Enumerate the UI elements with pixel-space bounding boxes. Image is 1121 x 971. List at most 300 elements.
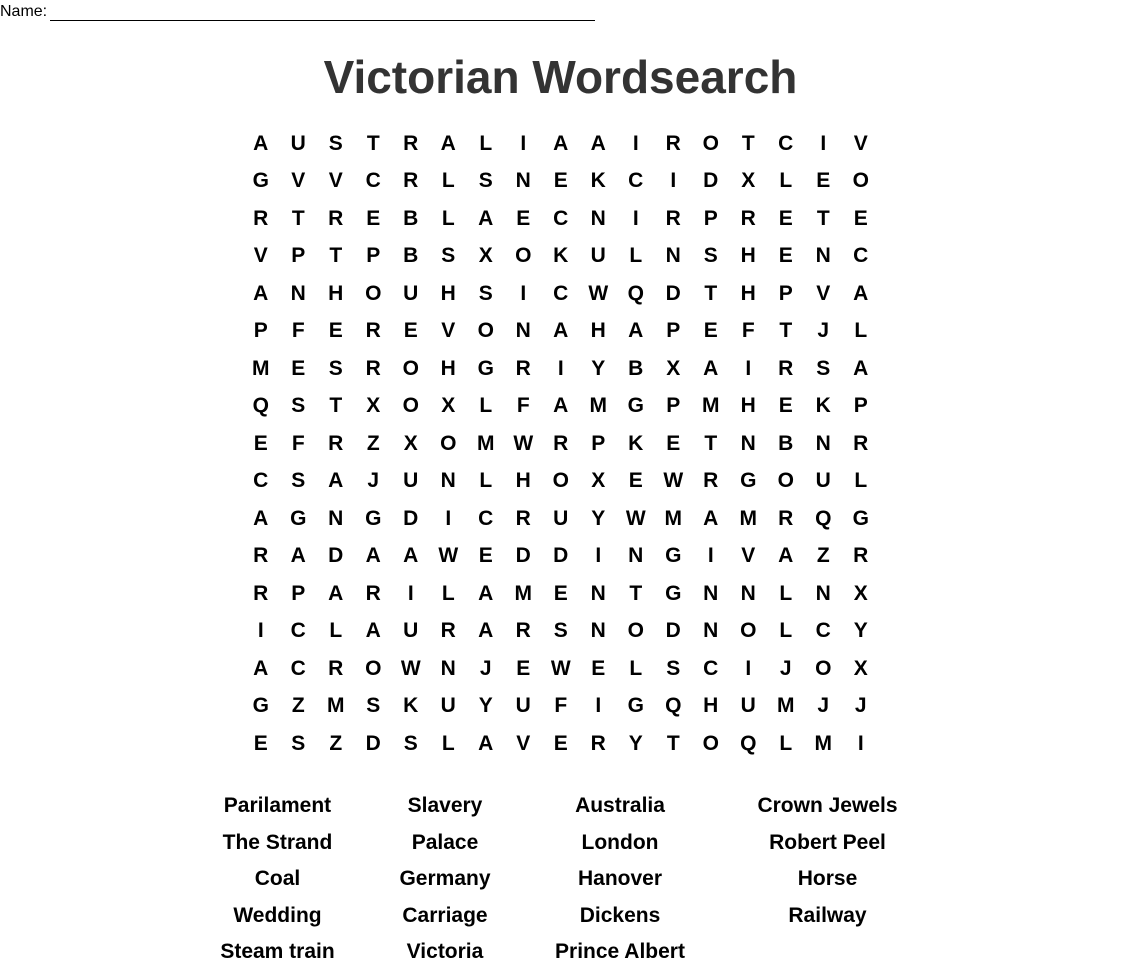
- grid-cell[interactable]: B: [403, 206, 419, 230]
- grid-cell[interactable]: C: [553, 206, 569, 230]
- grid-cell[interactable]: T: [629, 581, 643, 605]
- grid-cell[interactable]: S: [816, 356, 831, 380]
- grid-cell[interactable]: E: [666, 431, 681, 455]
- grid-cell[interactable]: U: [403, 619, 419, 643]
- grid-cell[interactable]: R: [853, 431, 869, 455]
- grid-cell[interactable]: Y: [478, 694, 493, 718]
- grid-cell[interactable]: P: [291, 581, 306, 605]
- grid-cell[interactable]: F: [741, 319, 755, 343]
- grid-cell[interactable]: A: [703, 506, 719, 530]
- grid-cell[interactable]: N: [590, 619, 606, 643]
- grid-cell[interactable]: W: [400, 656, 421, 680]
- grid-cell[interactable]: R: [253, 544, 269, 568]
- grid-cell[interactable]: G: [252, 169, 269, 193]
- grid-cell[interactable]: K: [815, 394, 831, 418]
- grid-cell[interactable]: T: [329, 394, 343, 418]
- grid-cell[interactable]: M: [514, 581, 532, 605]
- grid-cell[interactable]: V: [516, 731, 531, 755]
- word-list-item: Steam train: [220, 940, 335, 964]
- grid-cell[interactable]: D: [328, 544, 344, 568]
- grid-cell[interactable]: E: [516, 206, 531, 230]
- grid-cell[interactable]: I: [520, 281, 527, 305]
- grid-cell[interactable]: I: [745, 356, 752, 380]
- grid-cell[interactable]: Z: [329, 731, 343, 755]
- grid-cell[interactable]: T: [779, 319, 793, 343]
- grid-cell[interactable]: O: [815, 656, 832, 680]
- grid-cell[interactable]: S: [403, 731, 418, 755]
- grid-cell[interactable]: O: [365, 656, 382, 680]
- grid-cell[interactable]: C: [815, 619, 831, 643]
- grid-cell[interactable]: U: [440, 694, 456, 718]
- grid-cell[interactable]: S: [291, 469, 306, 493]
- grid-cell[interactable]: R: [590, 731, 606, 755]
- grid-cell[interactable]: V: [328, 169, 343, 193]
- grid-cell[interactable]: L: [854, 319, 868, 343]
- grid-cell[interactable]: P: [853, 394, 868, 418]
- grid-cell[interactable]: F: [291, 431, 305, 455]
- grid-cell[interactable]: Y: [591, 506, 606, 530]
- grid-cell[interactable]: L: [779, 731, 793, 755]
- grid-cell[interactable]: X: [478, 244, 493, 268]
- grid-cell[interactable]: E: [778, 244, 793, 268]
- grid-cell[interactable]: E: [816, 169, 831, 193]
- grid-cell[interactable]: A: [403, 544, 419, 568]
- grid-cell[interactable]: T: [704, 431, 718, 455]
- grid-cell[interactable]: U: [515, 694, 531, 718]
- grid-cell[interactable]: U: [290, 131, 306, 155]
- word-list-item: Wedding: [233, 903, 322, 927]
- grid-cell[interactable]: R: [740, 206, 756, 230]
- grid-cell[interactable]: S: [328, 131, 343, 155]
- grid-cell[interactable]: A: [478, 581, 494, 605]
- grid-cell[interactable]: C: [290, 656, 306, 680]
- grid-cell[interactable]: H: [590, 319, 606, 343]
- grid-cell[interactable]: D: [665, 281, 681, 305]
- grid-cell[interactable]: D: [703, 169, 719, 193]
- grid-cell[interactable]: R: [778, 356, 794, 380]
- grid-cell[interactable]: T: [329, 244, 343, 268]
- grid-cell[interactable]: I: [670, 169, 677, 193]
- grid-cell[interactable]: J: [779, 656, 792, 680]
- grid-cell[interactable]: R: [253, 206, 269, 230]
- grid-cell[interactable]: V: [253, 244, 268, 268]
- grid-cell[interactable]: C: [778, 131, 794, 155]
- grid-cell[interactable]: N: [740, 431, 756, 455]
- grid-cell[interactable]: L: [629, 656, 643, 680]
- grid-cell[interactable]: R: [515, 356, 531, 380]
- grid-cell[interactable]: R: [365, 356, 381, 380]
- grid-cell[interactable]: R: [328, 656, 344, 680]
- grid-cell[interactable]: I: [557, 356, 564, 380]
- grid-cell[interactable]: H: [703, 694, 719, 718]
- grid-cell[interactable]: I: [857, 731, 864, 755]
- grid-cell[interactable]: D: [365, 731, 381, 755]
- grid-cell[interactable]: W: [588, 281, 609, 305]
- grid-cell[interactable]: G: [477, 356, 494, 380]
- grid-cell[interactable]: H: [740, 281, 756, 305]
- grid-cell[interactable]: O: [402, 394, 419, 418]
- name-field[interactable]: [0, 3, 595, 21]
- grid-cell[interactable]: N: [590, 581, 606, 605]
- grid-cell[interactable]: I: [257, 619, 264, 643]
- grid-cell[interactable]: H: [740, 244, 756, 268]
- grid-cell[interactable]: R: [778, 506, 794, 530]
- grid-cell[interactable]: C: [703, 656, 719, 680]
- grid-cell[interactable]: N: [290, 281, 306, 305]
- grid-cell[interactable]: G: [852, 506, 869, 530]
- grid-cell[interactable]: L: [479, 469, 493, 493]
- grid-cell[interactable]: A: [440, 131, 456, 155]
- grid-cell[interactable]: I: [407, 581, 414, 605]
- grid-cell[interactable]: L: [854, 469, 868, 493]
- grid-cell[interactable]: X: [403, 431, 418, 455]
- grid-cell[interactable]: O: [552, 469, 569, 493]
- grid-cell[interactable]: Q: [627, 281, 644, 305]
- grid-cell[interactable]: G: [665, 544, 682, 568]
- grid-cell[interactable]: Z: [291, 694, 305, 718]
- word-list-item: Crown Jewels: [757, 794, 898, 818]
- grid-cell[interactable]: H: [440, 356, 456, 380]
- grid-cell[interactable]: A: [253, 656, 269, 680]
- grid-cell[interactable]: L: [779, 169, 793, 193]
- grid-cell[interactable]: O: [440, 431, 457, 455]
- grid-cell[interactable]: G: [627, 394, 644, 418]
- grid-cell[interactable]: S: [328, 356, 343, 380]
- grid-cell[interactable]: K: [590, 169, 606, 193]
- grid-cell[interactable]: L: [629, 244, 643, 268]
- grid-cell[interactable]: U: [553, 506, 569, 530]
- grid-cell[interactable]: I: [820, 131, 827, 155]
- grid-cell[interactable]: N: [703, 581, 719, 605]
- grid-cell[interactable]: I: [445, 506, 452, 530]
- grid-cell[interactable]: J: [367, 469, 380, 493]
- grid-cell[interactable]: O: [702, 131, 719, 155]
- grid-cell[interactable]: P: [366, 244, 381, 268]
- grid-cell[interactable]: R: [703, 469, 719, 493]
- grid-cell[interactable]: G: [290, 506, 307, 530]
- grid-cell[interactable]: U: [815, 469, 831, 493]
- grid-cell[interactable]: A: [253, 281, 269, 305]
- grid-cell[interactable]: C: [290, 619, 306, 643]
- grid-cell[interactable]: X: [853, 581, 868, 605]
- grid-cell[interactable]: M: [589, 394, 607, 418]
- grid-cell[interactable]: U: [403, 469, 419, 493]
- grid-cell[interactable]: S: [553, 619, 568, 643]
- grid-cell[interactable]: E: [253, 731, 268, 755]
- grid-cell[interactable]: N: [815, 431, 831, 455]
- grid-cell[interactable]: I: [707, 544, 714, 568]
- grid-cell[interactable]: M: [327, 694, 345, 718]
- grid-cell[interactable]: A: [478, 619, 494, 643]
- grid-cell[interactable]: L: [441, 731, 455, 755]
- grid-cell[interactable]: I: [595, 544, 602, 568]
- grid-cell[interactable]: C: [628, 169, 644, 193]
- grid-cell[interactable]: W: [663, 469, 684, 493]
- grid-cell[interactable]: R: [515, 619, 531, 643]
- grid-cell[interactable]: F: [291, 319, 305, 343]
- grid-cell[interactable]: A: [478, 206, 494, 230]
- grid-cell[interactable]: U: [403, 281, 419, 305]
- grid-cell[interactable]: H: [515, 469, 531, 493]
- grid-cell[interactable]: R: [328, 206, 344, 230]
- grid-cell[interactable]: N: [628, 544, 644, 568]
- grid-cell[interactable]: G: [740, 469, 757, 493]
- grid-cell[interactable]: E: [778, 394, 793, 418]
- grid-cell[interactable]: L: [479, 394, 493, 418]
- grid-cell[interactable]: I: [595, 694, 602, 718]
- grid-cell[interactable]: R: [665, 206, 681, 230]
- grid-cell[interactable]: L: [329, 619, 343, 643]
- grid-cell[interactable]: L: [441, 169, 455, 193]
- grid-cell[interactable]: D: [553, 544, 569, 568]
- grid-cell[interactable]: V: [441, 319, 456, 343]
- grid-cell[interactable]: A: [365, 619, 381, 643]
- grid-cell[interactable]: A: [253, 131, 269, 155]
- grid-cell[interactable]: Y: [628, 731, 643, 755]
- grid-cell[interactable]: S: [441, 244, 456, 268]
- grid-cell[interactable]: X: [853, 656, 868, 680]
- grid-cell[interactable]: L: [441, 206, 455, 230]
- grid-cell[interactable]: M: [702, 394, 720, 418]
- grid-cell[interactable]: F: [516, 394, 530, 418]
- grid-cell[interactable]: G: [365, 506, 382, 530]
- grid-cell[interactable]: O: [777, 469, 794, 493]
- grid-cell[interactable]: N: [665, 244, 681, 268]
- grid-cell[interactable]: R: [365, 581, 381, 605]
- grid-cell[interactable]: M: [739, 506, 757, 530]
- grid-cell[interactable]: R: [253, 581, 269, 605]
- grid-cell[interactable]: F: [554, 694, 568, 718]
- grid-cell[interactable]: M: [664, 506, 682, 530]
- grid-cell[interactable]: A: [553, 131, 569, 155]
- grid-cell[interactable]: C: [478, 506, 494, 530]
- grid-cell[interactable]: M: [814, 731, 832, 755]
- grid-cell[interactable]: E: [403, 319, 418, 343]
- grid-cell[interactable]: N: [590, 206, 606, 230]
- grid-cell[interactable]: Q: [252, 394, 269, 418]
- grid-cell[interactable]: L: [441, 581, 455, 605]
- grid-cell[interactable]: S: [291, 394, 306, 418]
- grid-cell[interactable]: R: [440, 619, 456, 643]
- grid-cell[interactable]: E: [553, 731, 568, 755]
- word-list-item: Hanover: [577, 867, 663, 891]
- grid-cell[interactable]: T: [291, 206, 305, 230]
- grid-cell[interactable]: D: [665, 619, 681, 643]
- grid-cell[interactable]: G: [252, 694, 269, 718]
- word-list-item: Carriage: [402, 903, 488, 927]
- grid-cell[interactable]: R: [515, 506, 531, 530]
- grid-cell[interactable]: X: [666, 356, 681, 380]
- word-list-item: London: [581, 830, 659, 854]
- grid-cell[interactable]: H: [440, 281, 456, 305]
- grid-cell[interactable]: R: [665, 131, 681, 155]
- grid-cell[interactable]: E: [553, 581, 568, 605]
- word-list-item: Victoria: [406, 940, 484, 964]
- grid-cell[interactable]: A: [328, 469, 344, 493]
- grid-cell[interactable]: M: [477, 431, 495, 455]
- grid-cell[interactable]: E: [478, 544, 493, 568]
- grid-cell[interactable]: A: [853, 356, 869, 380]
- grid-cell[interactable]: S: [366, 694, 381, 718]
- grid-cell[interactable]: N: [815, 244, 831, 268]
- grid-cell[interactable]: C: [253, 469, 269, 493]
- name-label: Name:: [0, 3, 48, 20]
- grid-cell[interactable]: O: [740, 619, 757, 643]
- grid-cell[interactable]: K: [628, 431, 644, 455]
- grid-cell[interactable]: A: [290, 544, 306, 568]
- grid-cell[interactable]: A: [628, 319, 644, 343]
- grid-cell[interactable]: O: [477, 319, 494, 343]
- grid-cell[interactable]: B: [403, 244, 419, 268]
- grid-cell[interactable]: R: [365, 319, 381, 343]
- grid-cell[interactable]: Y: [853, 619, 868, 643]
- grid-cell[interactable]: O: [515, 244, 532, 268]
- grid-cell[interactable]: J: [854, 694, 867, 718]
- grid-cell[interactable]: X: [366, 394, 381, 418]
- grid-cell[interactable]: Q: [665, 694, 682, 718]
- grid-cell[interactable]: K: [403, 694, 419, 718]
- name-underline[interactable]: [50, 4, 595, 21]
- grid-cell[interactable]: E: [628, 469, 643, 493]
- grid-cell[interactable]: H: [740, 394, 756, 418]
- grid-cell[interactable]: S: [291, 731, 306, 755]
- grid-cell[interactable]: X: [441, 394, 456, 418]
- grid-cell[interactable]: S: [478, 169, 493, 193]
- grid-cell[interactable]: W: [438, 544, 459, 568]
- grid-cell[interactable]: T: [366, 131, 380, 155]
- grid-cell[interactable]: N: [815, 581, 831, 605]
- grid-cell[interactable]: J: [817, 319, 830, 343]
- word-list-item: Coal: [254, 867, 301, 891]
- grid-cell[interactable]: O: [402, 356, 419, 380]
- grid-cell[interactable]: A: [853, 281, 869, 305]
- grid-cell[interactable]: V: [741, 544, 756, 568]
- grid-cell[interactable]: E: [291, 356, 306, 380]
- grid-cell[interactable]: E: [328, 319, 343, 343]
- grid-cell[interactable]: C: [553, 281, 569, 305]
- grid-cell[interactable]: T: [704, 281, 718, 305]
- grid-cell[interactable]: T: [741, 131, 755, 155]
- grid-cell[interactable]: X: [741, 169, 756, 193]
- grid-cell[interactable]: A: [365, 544, 381, 568]
- grid-cell[interactable]: Q: [815, 506, 832, 530]
- grid-cell[interactable]: R: [403, 131, 419, 155]
- grid-cell[interactable]: A: [328, 581, 344, 605]
- grid-cell[interactable]: O: [852, 169, 869, 193]
- grid-cell[interactable]: N: [328, 506, 344, 530]
- grid-cell[interactable]: N: [703, 619, 719, 643]
- grid-cell[interactable]: S: [666, 656, 681, 680]
- grid-cell[interactable]: W: [625, 506, 646, 530]
- grid-cell[interactable]: R: [328, 431, 344, 455]
- grid-cell[interactable]: J: [817, 694, 830, 718]
- grid-cell[interactable]: U: [590, 244, 606, 268]
- grid-cell[interactable]: E: [516, 656, 531, 680]
- grid-cell[interactable]: E: [366, 206, 381, 230]
- grid-cell[interactable]: E: [778, 206, 793, 230]
- grid-cell[interactable]: W: [550, 656, 571, 680]
- grid-cell[interactable]: B: [628, 356, 644, 380]
- grid-cell[interactable]: Z: [366, 431, 380, 455]
- grid-cell[interactable]: H: [328, 281, 344, 305]
- grid-cell[interactable]: G: [665, 581, 682, 605]
- grid-cell[interactable]: U: [740, 694, 756, 718]
- grid-cell[interactable]: D: [403, 506, 419, 530]
- grid-cell[interactable]: P: [703, 206, 718, 230]
- grid-cell[interactable]: A: [553, 319, 569, 343]
- grid-cell[interactable]: A: [478, 731, 494, 755]
- grid-cell[interactable]: W: [513, 431, 534, 455]
- grid-cell[interactable]: P: [591, 431, 606, 455]
- grid-cell[interactable]: P: [778, 281, 793, 305]
- grid-cell[interactable]: I: [632, 206, 639, 230]
- grid-cell[interactable]: A: [778, 544, 794, 568]
- grid-cell[interactable]: N: [440, 469, 456, 493]
- grid-cell[interactable]: P: [253, 319, 268, 343]
- grid-cell[interactable]: E: [703, 319, 718, 343]
- grid-cell[interactable]: R: [403, 169, 419, 193]
- grid-cell[interactable]: N: [515, 169, 531, 193]
- grid-cell[interactable]: I: [745, 656, 752, 680]
- grid-cell[interactable]: V: [853, 131, 868, 155]
- grid-cell[interactable]: P: [666, 394, 681, 418]
- grid-cell[interactable]: A: [553, 394, 569, 418]
- grid-cell[interactable]: O: [365, 281, 382, 305]
- grid-cell[interactable]: R: [553, 431, 569, 455]
- grid-cell[interactable]: V: [816, 281, 831, 305]
- grid-cell[interactable]: E: [553, 169, 568, 193]
- grid-cell[interactable]: R: [853, 544, 869, 568]
- grid-cell[interactable]: N: [740, 581, 756, 605]
- grid-cell[interactable]: P: [666, 319, 681, 343]
- grid-cell[interactable]: A: [253, 506, 269, 530]
- grid-cell[interactable]: P: [291, 244, 306, 268]
- grid-cell[interactable]: M: [252, 356, 270, 380]
- grid-cell[interactable]: D: [515, 544, 531, 568]
- grid-cell[interactable]: G: [627, 694, 644, 718]
- grid-cell[interactable]: J: [479, 656, 492, 680]
- grid-cell[interactable]: Y: [591, 356, 606, 380]
- grid-cell[interactable]: L: [779, 619, 793, 643]
- grid-cell[interactable]: I: [632, 131, 639, 155]
- grid-cell[interactable]: C: [853, 244, 869, 268]
- grid-cell[interactable]: Q: [740, 731, 757, 755]
- grid-cell[interactable]: Z: [816, 544, 830, 568]
- grid-cell[interactable]: M: [777, 694, 795, 718]
- grid-cell[interactable]: N: [440, 656, 456, 680]
- grid-cell[interactable]: O: [702, 731, 719, 755]
- grid-cell[interactable]: S: [478, 281, 493, 305]
- grid-cell[interactable]: E: [591, 656, 606, 680]
- grid-cell[interactable]: E: [853, 206, 868, 230]
- grid-cell[interactable]: I: [520, 131, 527, 155]
- grid-cell[interactable]: N: [515, 319, 531, 343]
- grid-cell[interactable]: K: [553, 244, 569, 268]
- grid-cell[interactable]: S: [703, 244, 718, 268]
- grid-cell[interactable]: X: [591, 469, 606, 493]
- grid-cell[interactable]: L: [779, 581, 793, 605]
- grid-cell[interactable]: B: [778, 431, 794, 455]
- grid-cell[interactable]: T: [816, 206, 830, 230]
- grid-cell[interactable]: L: [479, 131, 493, 155]
- grid-cell[interactable]: V: [291, 169, 306, 193]
- grid-cell[interactable]: T: [666, 731, 680, 755]
- grid-cell[interactable]: A: [703, 356, 719, 380]
- grid-cell[interactable]: E: [253, 431, 268, 455]
- grid-cell[interactable]: O: [627, 619, 644, 643]
- grid-cell[interactable]: A: [590, 131, 606, 155]
- grid-cell[interactable]: C: [365, 169, 381, 193]
